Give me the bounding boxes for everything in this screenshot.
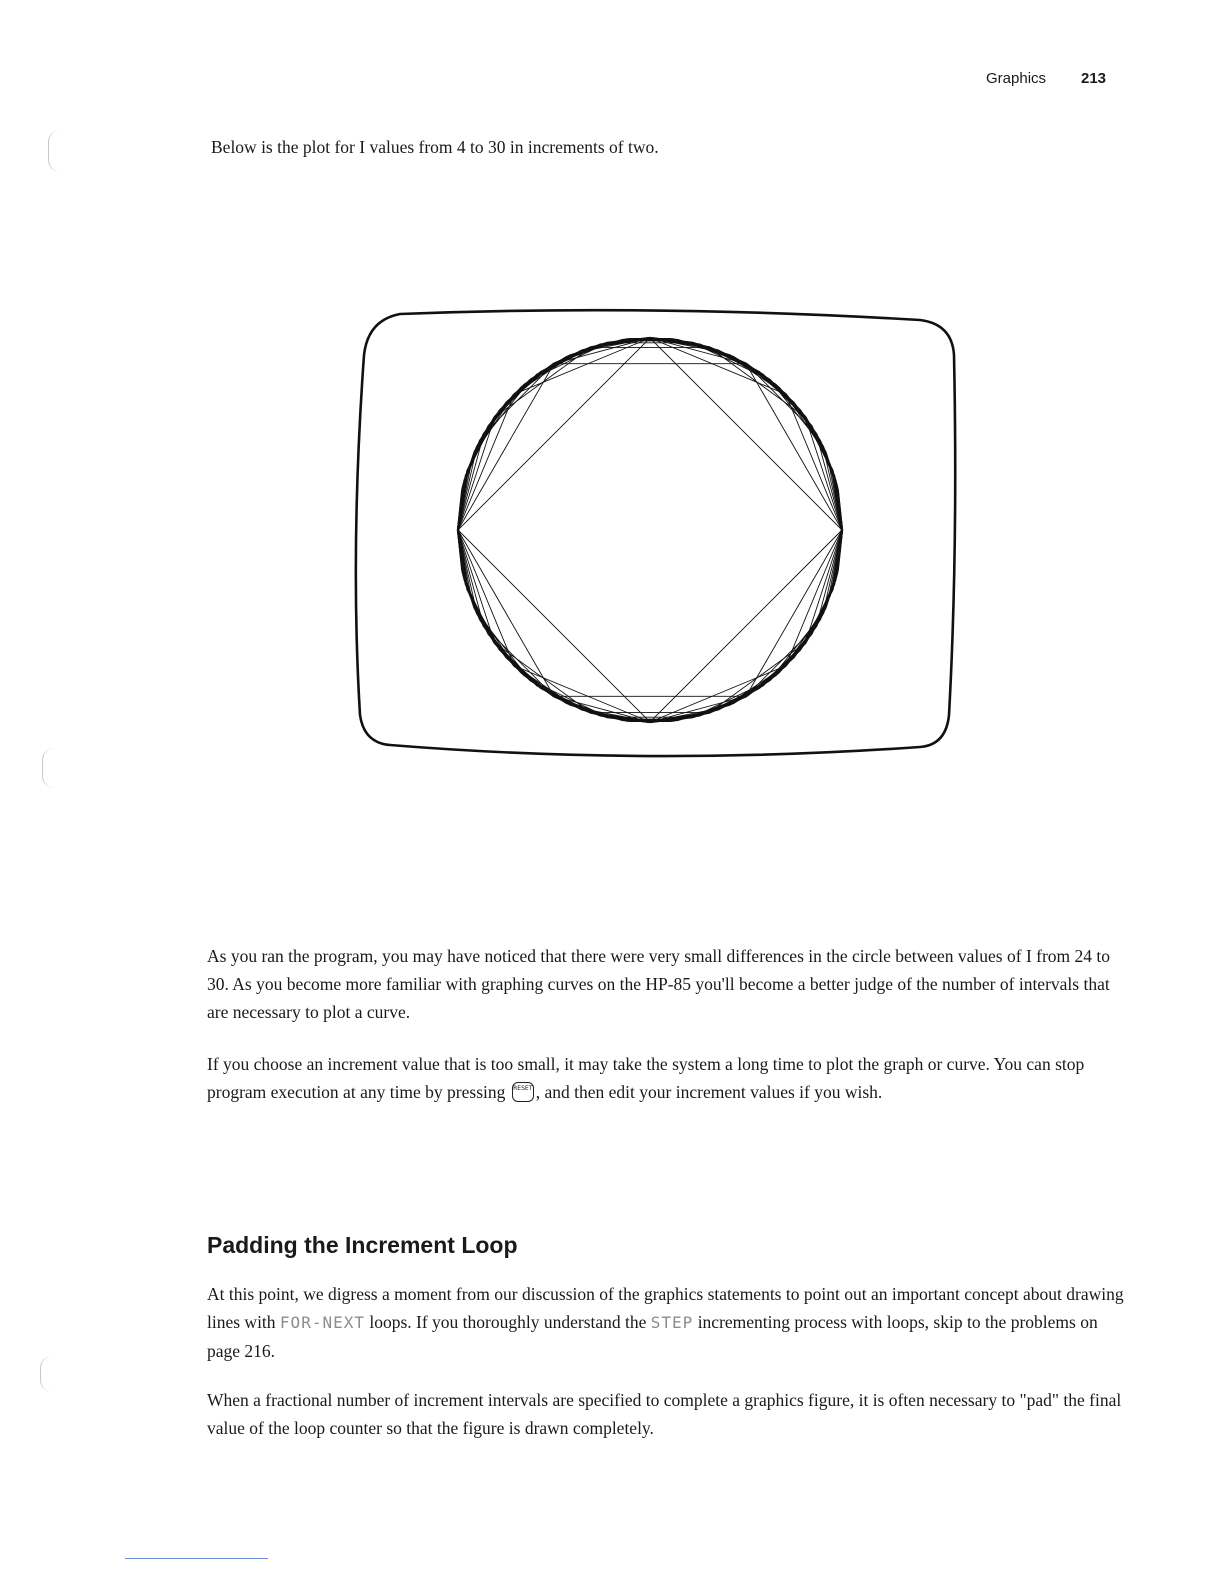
crt-screen-outline xyxy=(356,310,955,756)
paragraph-2-after: , and then edit your increment values if you wish. xyxy=(535,1082,883,1102)
paragraph-3-part-2: loops. If you thoroughly understand the xyxy=(369,1312,647,1332)
paragraph-3-part-1: At this point, we digress a moment from our discussion of the graphics statements to point out an important concept about drawing lines with xyxy=(207,1284,1124,1332)
polygon-28-sides xyxy=(458,338,842,722)
scan-margin-mark-1 xyxy=(48,130,63,172)
paragraph-2-before: If you choose an increment value that is too small, it may take the system a long time to plot the graph or curve. You can stop program execution at any time by pressing xyxy=(207,1054,1085,1102)
polygon-6-sides xyxy=(458,364,842,697)
polygon-14-sides xyxy=(458,343,842,717)
paragraph-3-part-3: incrementing process with loops, skip to the problems on page 216. xyxy=(207,1312,1098,1361)
scan-margin-mark-3 xyxy=(40,1356,55,1392)
section-heading: Padding the Increment Loop xyxy=(207,1232,518,1258)
intro-text: Below is the plot for I values from 4 to 30 in increments of two. xyxy=(211,137,659,157)
paragraph-3 xyxy=(207,1280,1125,1365)
crt-plot-figure xyxy=(340,300,970,770)
polygon-group xyxy=(458,338,842,722)
code-for-next: FOR-NEXT xyxy=(279,1313,365,1332)
page-number: 213 xyxy=(1081,70,1107,87)
paragraph-1: As you ran the program, you may have noticed that there were very small differences in the circle between values of I from 24 to 30. As you become more familiar with graphing curves on the HP-85 you'll become a better judge of the number of intervals that are necessary to plot a curve. xyxy=(207,946,1111,1022)
reset-key-icon: RESET xyxy=(512,1082,534,1102)
paragraph-2 xyxy=(207,1050,1125,1106)
running-head-title: Graphics xyxy=(986,70,1047,87)
scan-margin-mark-2 xyxy=(42,748,57,788)
bottom-rule xyxy=(125,1558,268,1559)
code-step: STEP xyxy=(650,1313,694,1332)
paragraph-4: When a fractional number of increment intervals are specified to complete a graphics figure, it is often necessary to "pad" the final value of the loop counter so that the figure is drawn completely. xyxy=(207,1390,1122,1438)
